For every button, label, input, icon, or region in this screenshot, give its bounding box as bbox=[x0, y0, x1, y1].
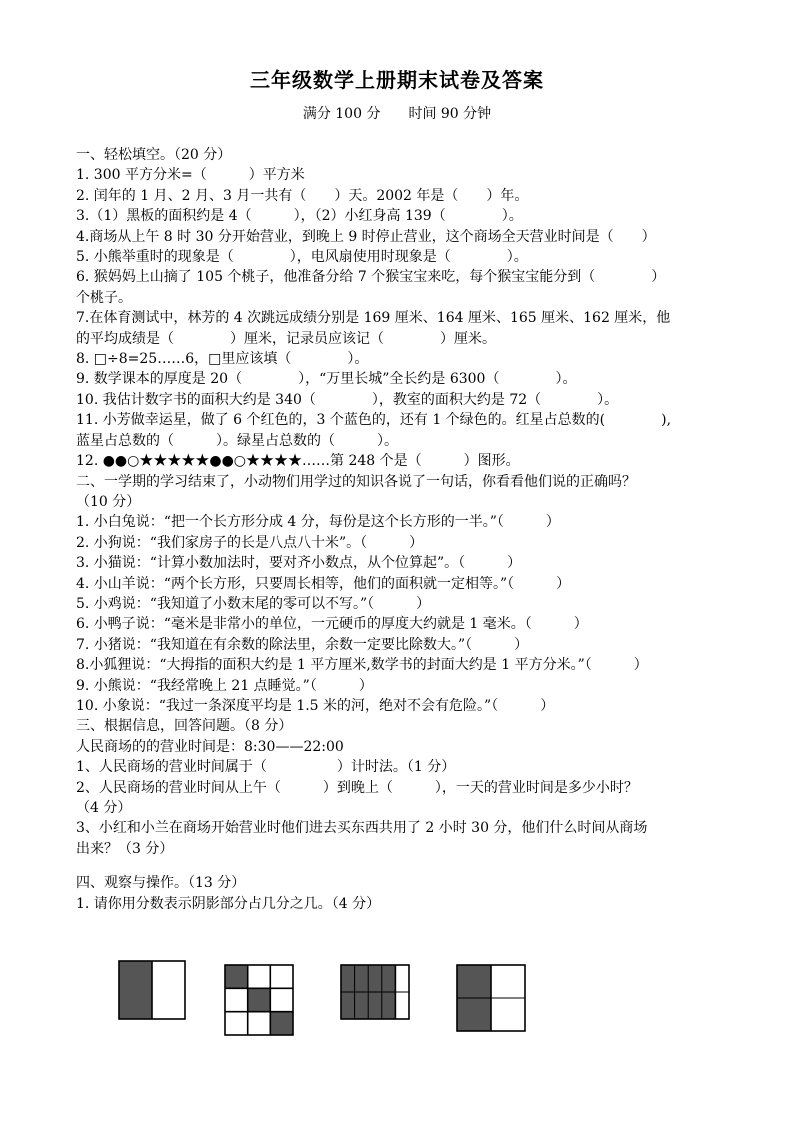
figure-half-rectangle bbox=[118, 960, 186, 1020]
text-line: （10 分） bbox=[76, 493, 141, 510]
text-line: 7.在体育测试中，林芳的 4 次跳远成绩分别是 169 厘米、164 厘米、165 厘米、162 厘米，他 bbox=[76, 310, 671, 327]
text-line: 3. 小猫说：“计算小数加法时，要对齐小数点，从个位算起”。（ ） bbox=[76, 555, 522, 572]
figure-2-cell-shaded bbox=[270, 1012, 293, 1035]
text-line: 2. 小狗说：“我们家房子的长是八点八十米”。（ ） bbox=[76, 534, 424, 551]
text-line: 9. 数学课本的厚度是 20（ ），“万里长城”全长约是 6300（ ）。 bbox=[76, 371, 577, 388]
figure-2-cell-shaded bbox=[248, 988, 271, 1011]
figure-grid-2x5 bbox=[340, 964, 410, 1020]
blank-line bbox=[76, 859, 726, 873]
text-line: （4 分） bbox=[76, 800, 132, 816]
text-line: 4.商场从上午 8 时 30 分开始营业，到晚上 9 时停止营业，这个商场全天营业时间是（ ） bbox=[76, 228, 656, 245]
text-line: 7. 小猪说：“我知道在有余数的除法里，余数一定要比除数大。”（ ） bbox=[76, 636, 529, 653]
text-line: 1. 小白兔说：“把一个长方形分成 4 分，每份是这个长方形的一半。”（ ） bbox=[76, 514, 560, 531]
text-line: 8. □÷8=25……6，□里应该填（ ）。 bbox=[76, 351, 369, 368]
text-line: 1、人民商场的营业时间属于（ ）计时法。（1 分） bbox=[76, 759, 456, 776]
text-line: 11. 小芳做幸运星，做了 6 个红色的，3 个蓝色的，还有 1 个绿色的。红星占总数的( ), bbox=[76, 412, 672, 429]
text-line: 2、人民商场的营业时间从上午（ ）到晚上（ ），一天的营业时间是多少小时？ bbox=[76, 779, 638, 796]
text-line: 蓝星占总数的（ ）。绿星占总数的（ ）。 bbox=[76, 432, 398, 449]
text-line: 个桃子。 bbox=[76, 289, 132, 306]
document-title: 三年级数学上册期末试卷及答案 bbox=[250, 68, 544, 92]
text-line: 9. 小熊说：“我经常晚上 21 点睡觉。”（ ） bbox=[76, 677, 373, 694]
text-line: 12. ●●○★★★★★●●○★★★★……第 248 个是（ ）图形。 bbox=[76, 453, 520, 470]
text-line: 10. 我估计数字书的面积大约是 340（ ），教室的面积大约是 72（ ）。 bbox=[76, 391, 619, 408]
text-line: 2. 闰年的 1 月、2 月、3 月一共有（ ）天。2002 年是（ ）年。 bbox=[76, 187, 529, 204]
text-line: 人民商场的的营业时间是：8:30——22:00 bbox=[76, 738, 344, 755]
document-subtitle: 满分 100 分 时间 90 分钟 bbox=[302, 106, 492, 122]
text-line: 3、小红和小兰在商场开始营业时他们进去买东西共用了 2 小时 30 分，他们什么时间从商场 bbox=[76, 820, 648, 837]
question-content bbox=[76, 145, 726, 914]
text-line: 1. 请你用分数表示阴影部分占几分之几。（4 分） bbox=[76, 895, 381, 912]
text-line: 10. 小象说：“我过一条深度平均是 1.5 米的河，绝对不会有危险。”（ ） bbox=[76, 697, 555, 714]
text-line: 一、轻松填空。（20 分） bbox=[76, 147, 232, 163]
text-line: 3.（1）黑板的面积约是 4（ ），（2）小红身高 139（ ）。 bbox=[76, 208, 523, 225]
text-line: 8.小狐狸说：“大拇指的面积大约是 1 平方厘米,数学书的封面大约是 1 平方分米。”（ ） bbox=[76, 657, 648, 674]
text-line: 出来？（3 分） bbox=[76, 840, 174, 857]
text-line: 二、一学期的学习结束了，小动物们用学过的知识各说了一句话，你看看他们说的正确吗？ bbox=[76, 473, 636, 490]
fraction-figures bbox=[0, 958, 794, 1038]
text-line: 5. 小熊举重时的现象是（ ），电风扇使用时现象是（ ）。 bbox=[76, 249, 528, 266]
figure-1-shaded-part bbox=[119, 961, 152, 1019]
figure-2-cell-shaded bbox=[225, 965, 248, 988]
text-line: 6. 猴妈妈上山摘了 105 个桃子，他准备分给 7 个猴宝宝来吃，每个猴宝宝能分到（ ） bbox=[76, 269, 666, 286]
text-line: 6. 小鸭子说：“毫米是非常小的单位，一元硬币的厚度大约就是 1 毫米。（ ） bbox=[76, 616, 588, 633]
text-line: 1. 300 平方分米=（ ）平方米 bbox=[76, 167, 305, 184]
text-line: 4. 小山羊说：“两个长方形，只要周长相等，他们的面积就一定相等。”（ ） bbox=[76, 575, 571, 592]
text-line: 三、根据信息，回答问题。（8 分） bbox=[76, 718, 293, 735]
figure-grid-3x3 bbox=[224, 964, 294, 1036]
figure-grid-2x2 bbox=[456, 964, 526, 1032]
text-line: 5. 小鸡说：“我知道了小数末尾的零可以不写。”（ ） bbox=[76, 595, 431, 612]
text-line: 四、观察与操作。（13 分） bbox=[76, 875, 246, 892]
text-line: 的平均成绩是（ ）厘米，记录员应该记（ ）厘米。 bbox=[76, 330, 496, 347]
